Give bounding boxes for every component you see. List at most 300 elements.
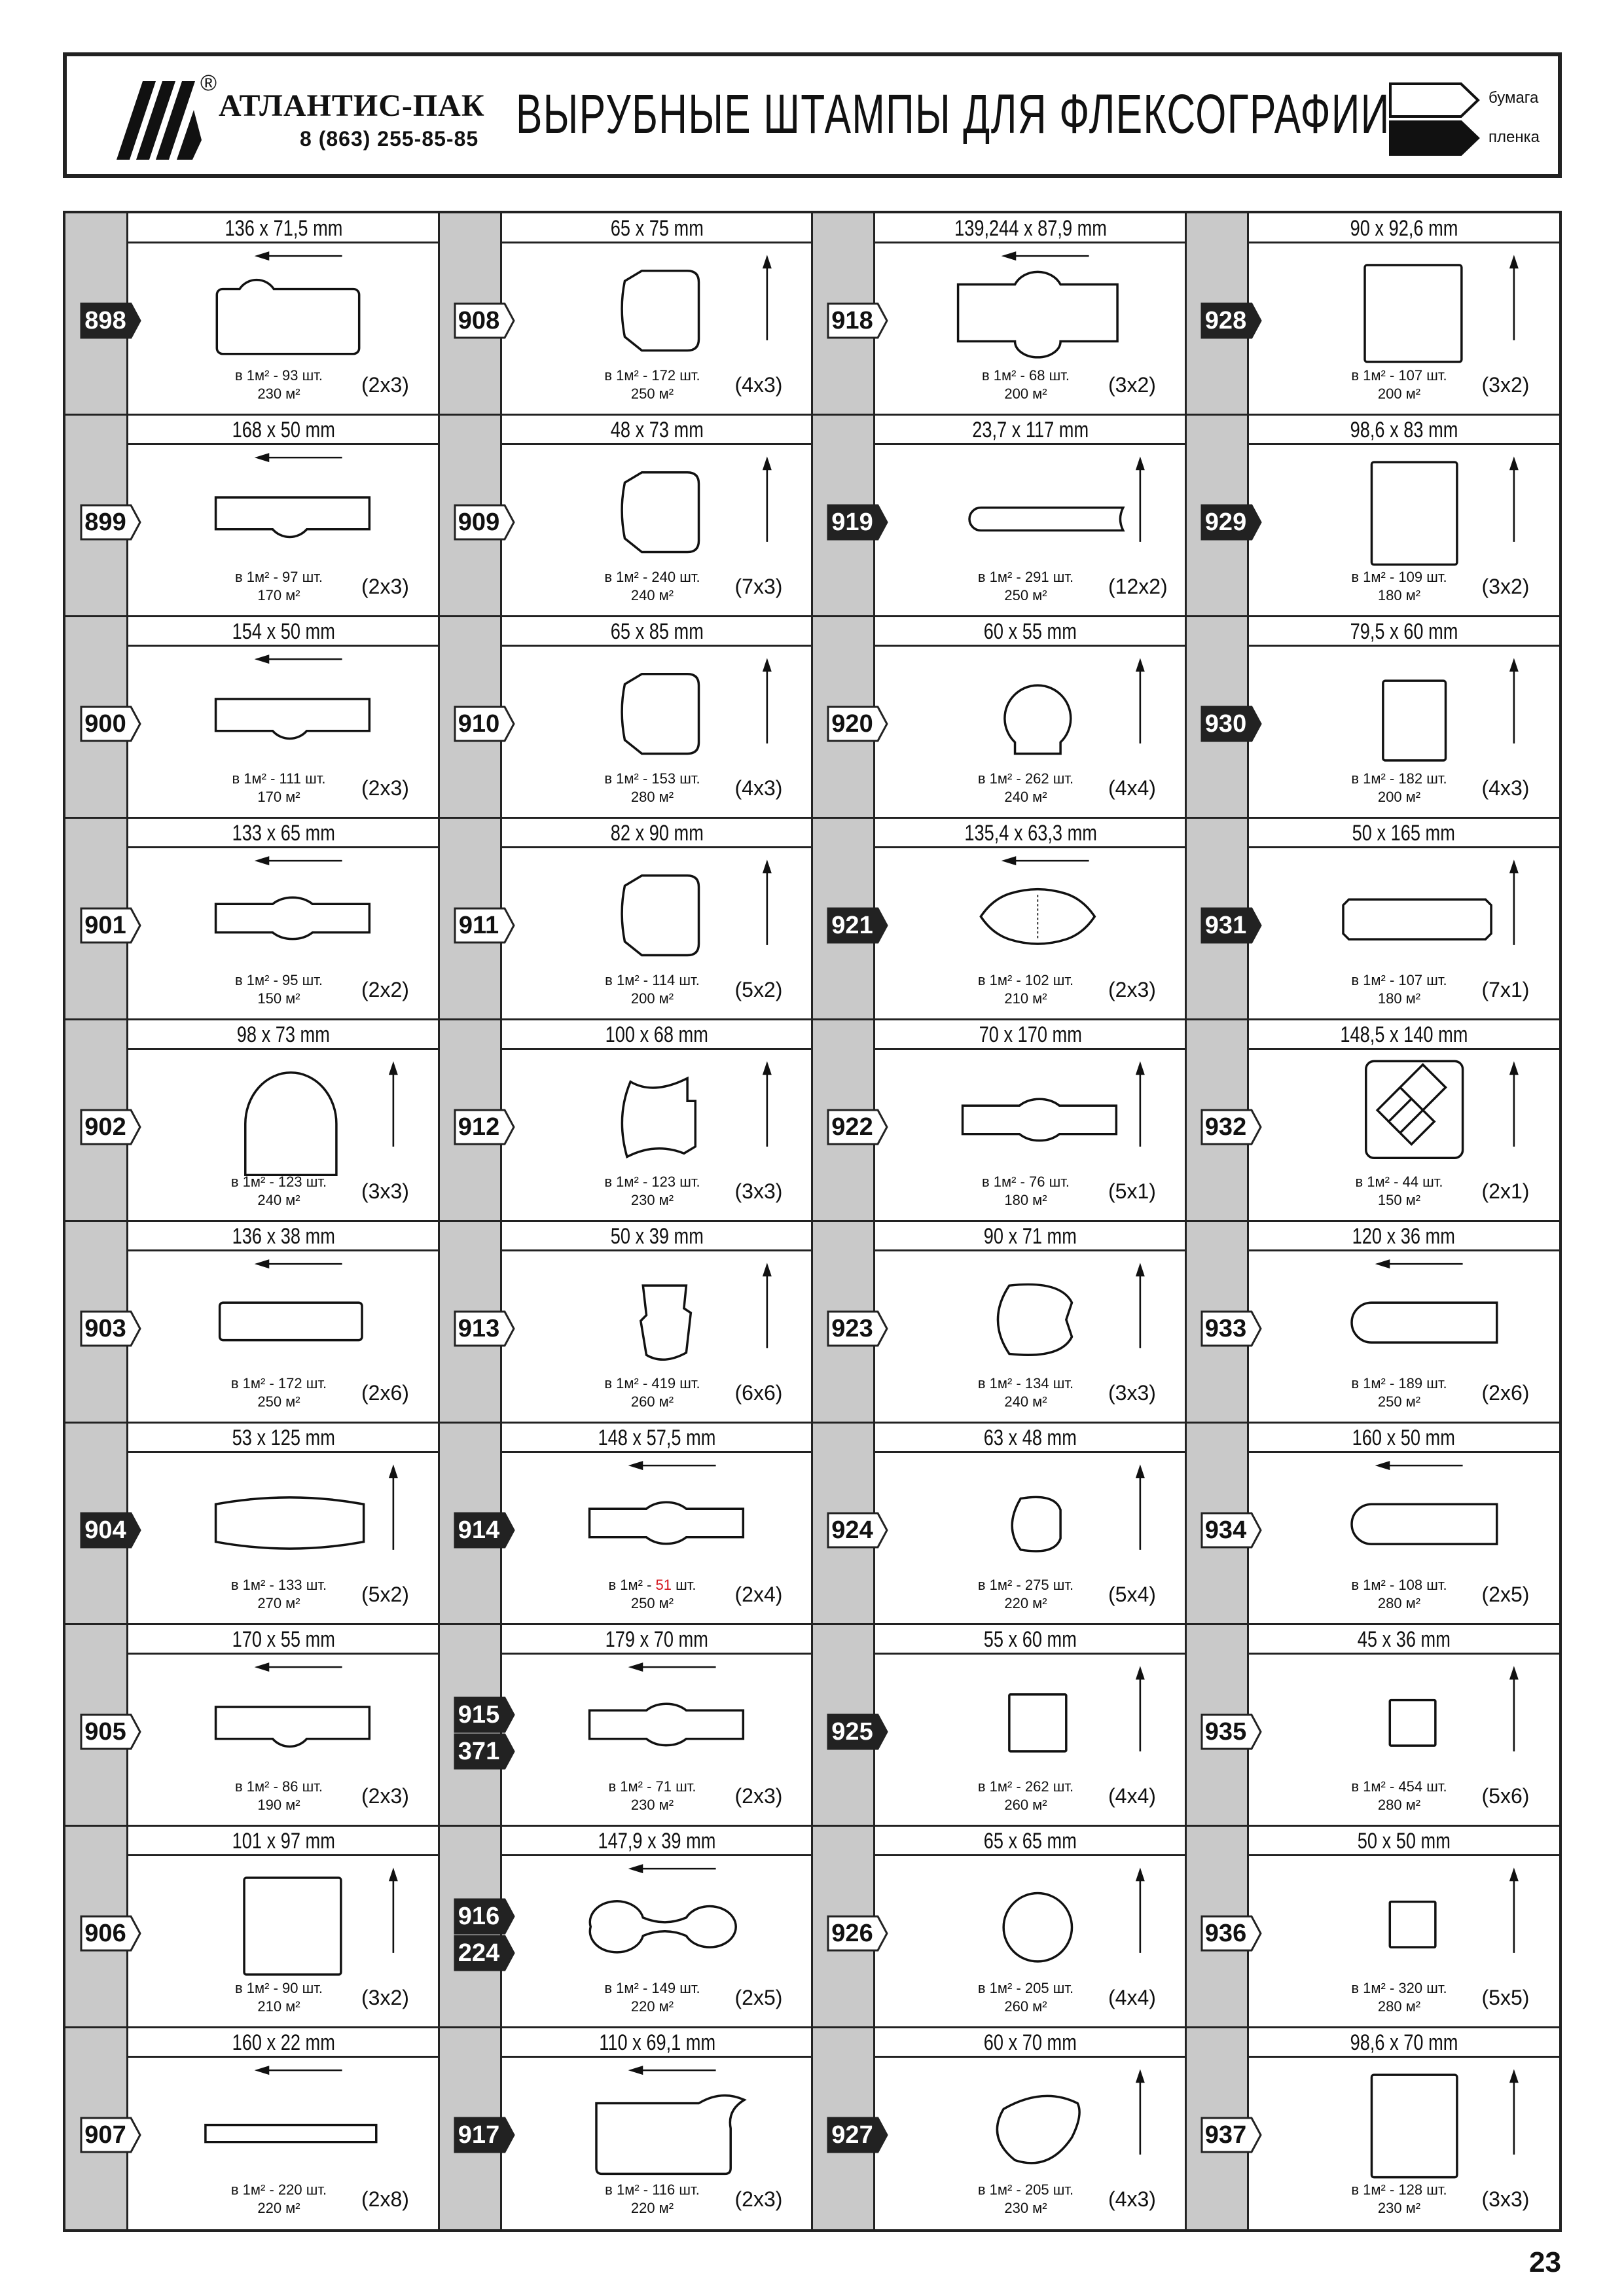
die-area: 260 м² (1004, 1797, 1047, 1813)
die-dimensions-text: 50 x 165 mm (1352, 821, 1456, 846)
die-code: 915 (458, 1701, 500, 1729)
die-dimensions (502, 1221, 813, 1251)
die-layout: (2x6) (1481, 1381, 1530, 1405)
die-yield-info (1327, 1374, 1471, 1411)
die-shape-drawing (128, 243, 439, 374)
die-layout: (4x4) (1108, 1784, 1156, 1808)
grid-divider (65, 1018, 1559, 1020)
die-area: 180 м² (1377, 587, 1421, 603)
die-shape-drawing (1249, 647, 1560, 778)
die-shape-drawing (128, 1655, 439, 1785)
die-code: 916 (458, 1903, 500, 1930)
die-card (812, 213, 1186, 415)
die-area: 220 м² (1004, 1595, 1047, 1611)
die-dimensions (502, 213, 813, 243)
die-layout: (2x3) (1108, 978, 1156, 1001)
die-shape-drawing (875, 2058, 1186, 2189)
die-card (812, 1221, 1186, 1423)
die-card (1186, 1221, 1560, 1423)
die-yield-info (1327, 568, 1471, 605)
die-layout: (3x3) (734, 1179, 783, 1203)
die-card (1186, 2028, 1560, 2229)
die-dimensions-text: 82 x 90 mm (610, 821, 704, 846)
die-shape-drawing (875, 1655, 1186, 1785)
die-shape-drawing (875, 647, 1186, 778)
page-number: 23 (1529, 2246, 1561, 2278)
die-yield-info (207, 1778, 351, 1814)
die-code: 933 (1204, 1315, 1247, 1342)
die-area: 180 м² (1004, 1192, 1047, 1208)
die-dimensions (1249, 415, 1560, 445)
die-area: 210 м² (257, 1998, 300, 2015)
die-dimensions (502, 1826, 813, 1856)
die-dimensions (128, 1423, 439, 1453)
die-area: 230 м² (257, 386, 300, 402)
grid-divider (65, 1623, 1559, 1625)
die-code: 920 (831, 710, 873, 738)
die-layout: (7x1) (1481, 978, 1530, 1001)
die-dimensions-text: 133 x 65 mm (232, 821, 335, 846)
die-yield-info (1327, 1778, 1471, 1814)
die-card (812, 2028, 1186, 2229)
die-card (439, 213, 813, 415)
grid-divider (65, 2026, 1559, 2028)
die-shape-drawing (128, 848, 439, 979)
die-shape-drawing (502, 243, 813, 374)
die-dimensions-text: 154 x 50 mm (232, 619, 335, 644)
die-shape-drawing (1249, 445, 1560, 576)
die-count-per-m2: в 1м² - 454 шт. (1351, 1778, 1447, 1795)
die-dimensions-text: 98 x 73 mm (237, 1022, 331, 1047)
die-area: 150 м² (1377, 1192, 1421, 1208)
grid-divider (65, 615, 1559, 617)
die-dimensions-text: 136 x 71,5 mm (225, 216, 343, 241)
die-yield-info (954, 367, 1098, 403)
die-yield-info (207, 367, 351, 403)
die-code: 899 (84, 509, 126, 536)
die-card (1186, 1020, 1560, 1221)
die-count-per-m2: в 1м² - 205 шт. (977, 1980, 1074, 1996)
die-dimensions-text: 60 x 55 mm (984, 619, 1077, 644)
die-shape-drawing (502, 1453, 813, 1584)
grid-divider (65, 1825, 1559, 1827)
die-code: 912 (458, 1113, 500, 1141)
die-area: 150 м² (257, 990, 300, 1007)
die-layout: (3x2) (1481, 575, 1530, 598)
die-code: 932 (1204, 1113, 1247, 1141)
die-code: 921 (831, 912, 873, 939)
die-card (812, 1826, 1186, 2028)
die-dimensions (1249, 1826, 1560, 1856)
die-code: 924 (831, 1516, 873, 1544)
die-dimensions (502, 1624, 813, 1655)
die-dimensions-text: 170 x 55 mm (232, 1627, 335, 1652)
die-yield-info (954, 1778, 1098, 1814)
die-layout: (5x2) (361, 1583, 409, 1606)
company-phone: 8 (863) 255-85-85 (300, 127, 479, 151)
die-area: 220 м² (630, 1998, 674, 2015)
die-dimensions-text: 168 x 50 mm (232, 418, 335, 442)
die-area: 180 м² (1377, 990, 1421, 1007)
die-shape-drawing (128, 1251, 439, 1382)
die-shape-drawing (128, 1856, 439, 1987)
die-shape-drawing (1249, 1655, 1560, 1785)
die-area: 240 м² (1004, 789, 1047, 805)
die-area: 220 м² (630, 2200, 674, 2216)
die-yield-info (581, 1173, 725, 1210)
die-area: 200 м² (1377, 386, 1421, 402)
die-layout: (2x8) (361, 2187, 409, 2211)
die-card (65, 617, 439, 818)
die-yield-info (207, 770, 351, 806)
die-dimensions (875, 2028, 1186, 2058)
die-area: 260 м² (1004, 1998, 1047, 2015)
die-code: 903 (84, 1315, 126, 1342)
die-dimensions-text: 98,6 x 70 mm (1350, 2030, 1458, 2055)
company-name: АТЛАНТИС-ПАК (219, 88, 485, 123)
die-count-per-m2: в 1м² - 76 шт. (981, 1174, 1070, 1190)
die-dimensions (1249, 2028, 1560, 2058)
die-count-per-m2: в 1м² - 153 шт. (604, 770, 700, 787)
die-dimensions-text: 65 x 75 mm (610, 216, 704, 241)
die-shape-drawing (1249, 1050, 1560, 1181)
die-dimensions-text: 160 x 50 mm (1352, 1426, 1456, 1450)
die-area: 230 м² (630, 1797, 674, 1813)
die-count-per-m2: в 1м² - 108 шт. (1351, 1577, 1447, 1593)
die-dimensions (502, 1423, 813, 1453)
grid-divider (65, 1422, 1559, 1424)
die-code: 224 (458, 1939, 500, 1967)
die-layout: (2x3) (361, 575, 409, 598)
legend-film-label: пленка (1489, 128, 1540, 146)
die-area: 190 м² (257, 1797, 300, 1813)
die-shape-drawing (1249, 1251, 1560, 1382)
die-layout: (2x1) (1481, 1179, 1530, 1203)
die-count-per-m2: в 1м² - 123 шт. (604, 1174, 700, 1190)
page-title: ВЫРУБНЫЕ ШТАМПЫ ДЛЯ ФЛЕКСОГРАФИИ (516, 83, 1390, 145)
die-area: 250 м² (257, 1393, 300, 1410)
die-yield-info (207, 1173, 351, 1210)
die-dimensions-text: 55 x 60 mm (984, 1627, 1077, 1652)
die-count-per-m2: в 1м² - 44 шт. (1355, 1174, 1443, 1190)
die-yield-info (1327, 1173, 1471, 1210)
die-code: 917 (458, 2121, 500, 2149)
die-dimensions-text: 136 x 38 mm (232, 1224, 335, 1249)
die-dimensions (128, 1020, 439, 1050)
die-layout: (12x2) (1108, 575, 1168, 598)
die-dimensions (128, 1624, 439, 1655)
die-code: 901 (84, 912, 126, 939)
die-dimensions-text: 100 x 68 mm (605, 1022, 709, 1047)
die-area: 240 м² (1004, 1393, 1047, 1410)
die-yield-info (207, 1576, 351, 1613)
die-code: 909 (458, 509, 500, 536)
die-yield-info (581, 971, 725, 1008)
die-code: 911 (458, 912, 499, 939)
die-code: 908 (458, 307, 500, 334)
die-count-per-m2: в 1м² - 97 шт. (234, 569, 323, 585)
die-yield-info (1327, 1979, 1471, 2016)
die-shape-drawing (1249, 848, 1560, 979)
die-shape-drawing (128, 445, 439, 576)
page-header (63, 52, 1562, 178)
die-area: 250 м² (1377, 1393, 1421, 1410)
die-code: 919 (831, 509, 873, 536)
die-card (65, 1221, 439, 1423)
die-shape-drawing (875, 1251, 1186, 1382)
die-code: 936 (1204, 1920, 1247, 1947)
grid-divider (65, 817, 1559, 819)
die-dimensions (1249, 1221, 1560, 1251)
die-shape-drawing (502, 445, 813, 576)
die-dimensions-text: 101 x 97 mm (232, 1829, 335, 1854)
die-count-per-m2: в 1м² - 134 шт. (977, 1375, 1074, 1391)
die-card (439, 1221, 813, 1423)
die-area: 220 м² (257, 2200, 300, 2216)
die-layout: (5x2) (734, 978, 783, 1001)
die-layout: (2x6) (361, 1381, 409, 1405)
die-layout: (4x4) (1108, 1986, 1156, 2009)
die-layout: (3x3) (1108, 1381, 1156, 1405)
die-area: 230 м² (1004, 2200, 1047, 2216)
die-card (65, 818, 439, 1020)
die-yield-info (581, 770, 725, 806)
die-area: 230 м² (630, 1192, 674, 1208)
die-layout: (7x3) (734, 575, 783, 598)
die-dimensions-text: 160 x 22 mm (232, 2030, 335, 2055)
die-area: 200 м² (1004, 386, 1047, 402)
die-yield-info (1327, 770, 1471, 806)
die-shape-drawing (128, 1050, 439, 1181)
die-dimensions-text: 60 x 70 mm (984, 2030, 1077, 2055)
die-card (1186, 1624, 1560, 1826)
die-code: 929 (1204, 509, 1247, 536)
die-code: 935 (1204, 1718, 1247, 1746)
die-layout: (4x3) (1481, 776, 1530, 800)
die-dimensions (875, 213, 1186, 243)
die-count-per-m2: в 1м² - 220 шт. (230, 2181, 327, 2198)
die-dimensions (1249, 617, 1560, 647)
die-dimensions (128, 1221, 439, 1251)
die-shape-drawing (128, 2058, 439, 2189)
die-card (1186, 818, 1560, 1020)
die-dimensions-text: 139,244 x 87,9 mm (954, 216, 1107, 241)
die-count-per-m2: в 1м² - 107 шт. (1351, 367, 1447, 384)
die-layout: (3x2) (1108, 373, 1156, 397)
die-layout: (2x3) (361, 1784, 409, 1808)
die-dimensions-text: 148 x 57,5 mm (598, 1426, 716, 1450)
die-yield-info (954, 2181, 1098, 2217)
die-count-per-m2: в 1м² - 111 шт. (232, 770, 326, 787)
die-shape-drawing (502, 1050, 813, 1181)
die-yield-info (207, 568, 351, 605)
die-code: 926 (831, 1920, 873, 1947)
die-dimensions (1249, 1624, 1560, 1655)
die-card (439, 1020, 813, 1221)
die-layout: (2x3) (734, 2187, 783, 2211)
die-layout: (6x6) (734, 1381, 783, 1405)
grid-divider (65, 414, 1559, 416)
die-count-per-m2: в 1м² - 116 шт. (605, 2181, 700, 2198)
die-count-per-m2: в 1м² - 189 шт. (1351, 1375, 1447, 1391)
die-count-per-m2: в 1м² - 107 шт. (1351, 972, 1447, 988)
die-card (812, 818, 1186, 1020)
die-count-per-m2: в 1м² - 182 шт. (1351, 770, 1447, 787)
die-yield-info (581, 1374, 725, 1411)
die-shape-drawing (502, 1251, 813, 1382)
die-dimensions (128, 818, 439, 848)
die-dimensions-text: 50 x 50 mm (1357, 1829, 1451, 1854)
die-layout: (3x3) (1481, 2187, 1530, 2211)
die-code: 925 (831, 1718, 873, 1746)
die-dimensions-text: 53 x 125 mm (232, 1426, 335, 1450)
die-dimensions (875, 1020, 1186, 1050)
die-shape-drawing (502, 848, 813, 979)
die-count-per-m2: в 1м² - 109 шт. (1351, 569, 1447, 585)
die-yield-info (954, 1576, 1098, 1613)
die-code: 898 (84, 307, 126, 334)
die-dimensions (875, 1221, 1186, 1251)
die-yield-info (581, 1576, 725, 1613)
die-dimensions (1249, 213, 1560, 243)
die-code: 913 (458, 1315, 500, 1342)
die-dimensions (875, 818, 1186, 848)
die-count-per-m2: в 1м² - 51 шт. (608, 1577, 696, 1593)
die-shape-drawing (875, 1856, 1186, 1987)
die-dimensions (128, 2028, 439, 2058)
die-code: 902 (84, 1113, 126, 1141)
die-dimensions-text: 179 x 70 mm (605, 1627, 709, 1652)
die-count-per-m2: в 1м² - 128 шт. (1351, 2181, 1447, 2198)
die-card (1186, 415, 1560, 617)
die-dimensions-text: 50 x 39 mm (610, 1224, 704, 1249)
die-layout: (2x3) (734, 1784, 783, 1808)
die-card (812, 617, 1186, 818)
die-count-per-m2: в 1м² - 291 шт. (977, 569, 1074, 585)
die-shape-drawing (875, 1050, 1186, 1181)
legend (1389, 80, 1540, 158)
die-code: 928 (1204, 307, 1247, 334)
die-shape-drawing (128, 647, 439, 778)
die-card (439, 2028, 813, 2229)
die-dimensions (1249, 1423, 1560, 1453)
die-area: 250 м² (1004, 587, 1047, 603)
die-count-per-m2: в 1м² - 102 шт. (977, 972, 1074, 988)
die-area: 270 м² (257, 1595, 300, 1611)
registered-mark: ® (200, 71, 217, 96)
die-yield-info (1327, 367, 1471, 403)
die-dimensions-text: 63 x 48 mm (984, 1426, 1077, 1450)
die-dimensions (128, 617, 439, 647)
die-dimensions-text: 148,5 x 140 mm (1340, 1022, 1468, 1047)
die-shape-drawing (502, 2058, 813, 2189)
die-dimensions-text: 79,5 x 60 mm (1350, 619, 1458, 644)
die-yield-info (1327, 2181, 1471, 2217)
die-count-per-m2: в 1м² - 95 шт. (234, 972, 323, 988)
die-layout: (4x3) (1108, 2187, 1156, 2211)
die-shape-drawing (1249, 2058, 1560, 2189)
die-dimensions-text: 98,6 x 83 mm (1350, 418, 1458, 442)
legend-paper-label: бумага (1489, 89, 1539, 107)
die-count-per-m2: в 1м² - 419 шт. (604, 1375, 700, 1391)
die-count-per-m2: в 1м² - 205 шт. (977, 2181, 1074, 2198)
die-code: 906 (84, 1920, 126, 1947)
die-yield-info (207, 971, 351, 1008)
die-dimensions-text: 147,9 x 39 mm (598, 1829, 716, 1854)
die-card (1186, 1826, 1560, 2028)
die-dimensions (875, 617, 1186, 647)
die-card (65, 1624, 439, 1826)
die-shape-drawing (875, 243, 1186, 374)
die-count-per-m2: в 1м² - 90 шт. (234, 1980, 323, 1996)
die-layout: (3x2) (1481, 373, 1530, 397)
die-shape-drawing (875, 1453, 1186, 1584)
die-yield-info (954, 971, 1098, 1008)
die-shape-drawing (875, 445, 1186, 576)
die-card (439, 1624, 813, 1826)
die-dimensions (875, 1624, 1186, 1655)
die-dimensions (1249, 818, 1560, 848)
die-layout: (2x5) (1481, 1583, 1530, 1606)
die-area: 280 м² (1377, 1797, 1421, 1813)
die-card (439, 1826, 813, 2028)
die-code: 371 (458, 1738, 500, 1765)
die-card (439, 617, 813, 818)
die-count-per-m2: в 1м² - 114 шт. (605, 972, 700, 988)
die-dimensions-text: 48 x 73 mm (610, 418, 704, 442)
die-card (439, 415, 813, 617)
die-layout: (2x3) (361, 373, 409, 397)
die-code: 918 (831, 307, 873, 334)
die-count-per-m2: в 1м² - 172 шт. (230, 1375, 327, 1391)
grid-divider (65, 1220, 1559, 1222)
die-count-per-m2: в 1м² - 86 шт. (234, 1778, 323, 1795)
die-card (439, 818, 813, 1020)
die-yield-info (581, 1778, 725, 1814)
die-shape-drawing (1249, 1453, 1560, 1584)
die-shape-drawing (502, 647, 813, 778)
die-dimensions (128, 415, 439, 445)
die-card (1186, 1423, 1560, 1624)
atlantis-logo-icon (117, 81, 202, 160)
die-yield-info (954, 568, 1098, 605)
die-area: 280 м² (630, 789, 674, 805)
die-count-per-m2: в 1м² - 240 шт. (604, 569, 700, 585)
die-layout: (4x3) (734, 373, 783, 397)
die-dimensions-text: 45 x 36 mm (1357, 1627, 1451, 1652)
die-yield-info (954, 770, 1098, 806)
die-yield-info (581, 2181, 725, 2217)
die-dimensions-text: 70 x 170 mm (979, 1022, 1082, 1047)
die-layout: (2x3) (361, 776, 409, 800)
die-area: 200 м² (1377, 789, 1421, 805)
die-area: 280 м² (1377, 1595, 1421, 1611)
die-dimensions (875, 1423, 1186, 1453)
die-area: 250 м² (630, 386, 674, 402)
die-yield-info (581, 568, 725, 605)
die-dimensions-text: 65 x 85 mm (610, 619, 704, 644)
die-area: 260 м² (630, 1393, 674, 1410)
die-count-per-m2: в 1м² - 149 шт. (604, 1980, 700, 1996)
die-code: 931 (1204, 912, 1247, 939)
die-dimensions (128, 213, 439, 243)
die-card (1186, 617, 1560, 818)
die-dimensions-text: 120 x 36 mm (1352, 1224, 1456, 1249)
die-count-per-m2: в 1м² - 71 шт. (608, 1778, 696, 1795)
die-yield-info (207, 2181, 351, 2217)
die-card (812, 415, 1186, 617)
film-tag-icon (1389, 120, 1481, 156)
